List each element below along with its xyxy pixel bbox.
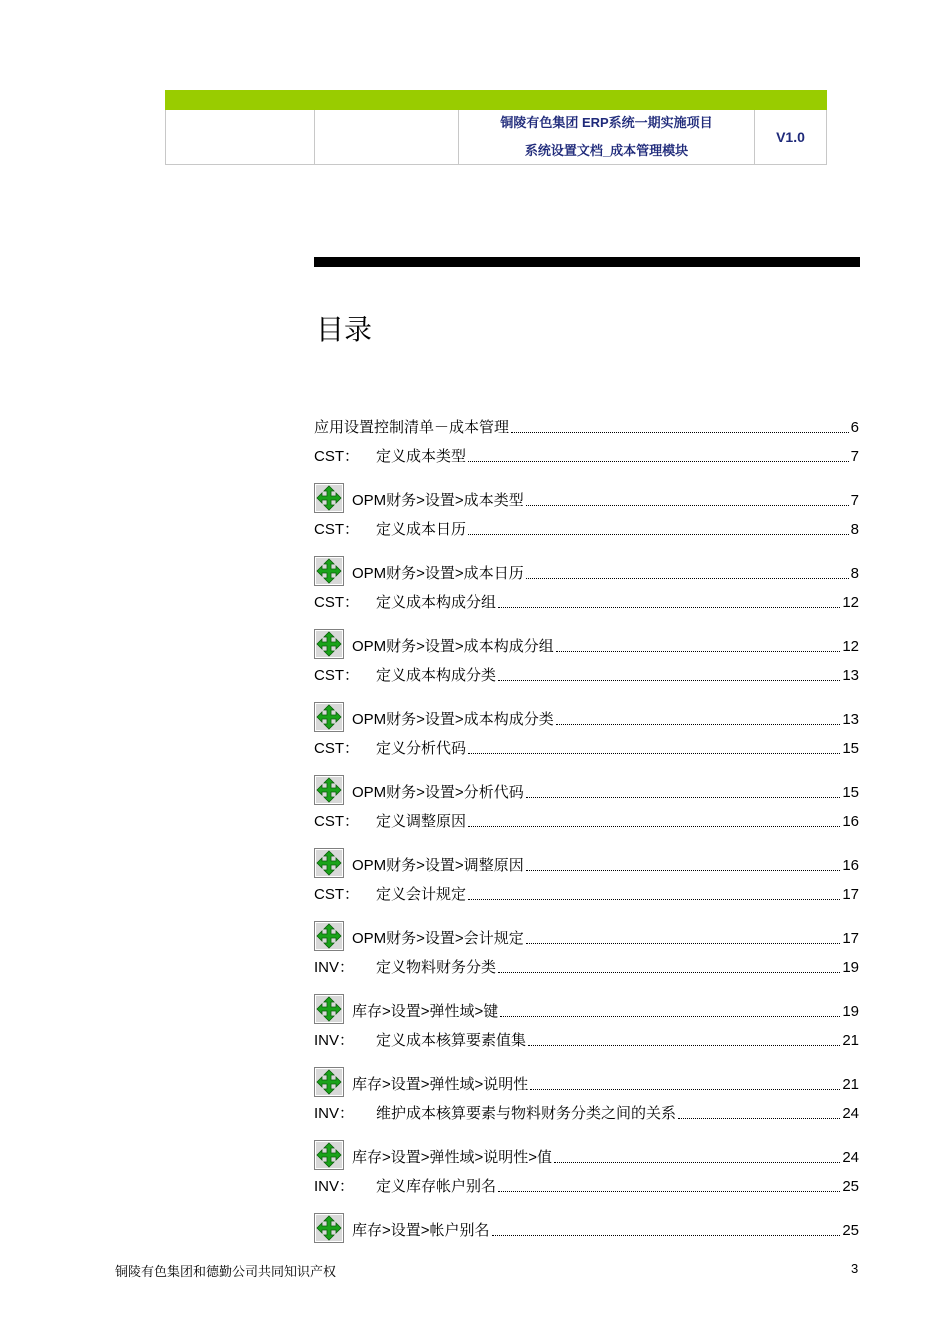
toc-dot-leader (468, 826, 840, 827)
toc-entry-navigation[interactable] (314, 1075, 859, 1095)
move-arrows-icon (314, 921, 344, 951)
move-arrows-icon (314, 1067, 344, 1097)
toc-entry-navigation[interactable] (314, 564, 859, 584)
move-arrows-icon (314, 1213, 344, 1243)
toc-entry-module: CST： (314, 813, 360, 830)
toc-entry-label (314, 702, 554, 730)
toc-entry-text: 库存>设置>弹性域>说明性>值 (352, 1149, 553, 1166)
header-empty-cell-1 (166, 110, 315, 164)
header-green-bar (165, 90, 827, 110)
toc-entry-text: 应用设置控制清单－成本管理 (314, 419, 510, 436)
toc-dot-leader (468, 753, 840, 754)
version-cell (755, 110, 826, 164)
version-label: V1.0 (776, 129, 805, 145)
toc-entry-module: CST： (314, 886, 360, 903)
project-line-2: 系统设置文档_成本管理模块 (524, 143, 689, 158)
toc-entry-text: 定义成本日历 (376, 521, 467, 538)
toc-entry-page: 8 (850, 565, 859, 582)
toc-dot-leader (468, 899, 840, 900)
toc-entry-page: 15 (842, 740, 859, 757)
toc-dot-leader (556, 651, 841, 652)
toc-entry-page: 16 (842, 813, 859, 830)
toc-entry-page: 25 (842, 1178, 859, 1195)
toc-entry-navigation[interactable] (314, 1002, 859, 1022)
toc-dot-leader (468, 534, 849, 535)
toc-entry-label (314, 775, 524, 803)
toc-entry-text: OPM财务>设置>分析代码 (352, 784, 524, 801)
toc-entry-navigation[interactable] (314, 637, 859, 657)
toc-entry-navigation[interactable] (314, 710, 859, 730)
toc-entry-navigation[interactable] (314, 1221, 859, 1241)
toc-dot-leader (526, 578, 849, 579)
toc-entry-page: 6 (850, 419, 859, 436)
toc-entry[interactable] (314, 447, 859, 467)
footer-copyright: 铜陵有色集团和德勤公司共同知识产权 (115, 1264, 337, 1279)
toc-entry-page: 24 (842, 1105, 859, 1122)
toc-entry-text: OPM财务>设置>成本日历 (352, 565, 524, 582)
toc-entry-text: 定义调整原因 (376, 813, 467, 830)
toc-entry-label (314, 1213, 490, 1241)
toc-entry[interactable] (314, 812, 859, 832)
toc-entry[interactable] (314, 885, 859, 905)
toc-entry[interactable] (314, 520, 859, 540)
toc-dot-leader (530, 1089, 840, 1090)
toc-entry-label (314, 629, 554, 657)
toc-entry-text: OPM财务>设置>成本构成分类 (352, 711, 554, 728)
toc-entry-page: 17 (842, 930, 859, 947)
toc-entry-page: 12 (842, 594, 859, 611)
toc-entry-page: 12 (842, 638, 859, 655)
toc-entry[interactable] (314, 739, 859, 759)
toc-entry-label (314, 1104, 676, 1124)
toc-entry-module: INV： (314, 1105, 355, 1122)
move-arrows-icon (314, 1140, 344, 1170)
toc-entry-text: OPM财务>设置>会计规定 (352, 930, 524, 947)
toc-entry-text: 库存>设置>帐户别名 (352, 1222, 490, 1239)
move-arrows-icon (314, 994, 344, 1024)
toc-entry-page: 8 (850, 521, 859, 538)
move-arrows-icon (314, 848, 344, 878)
toc-entry-text: 库存>设置>弹性域>键 (352, 1003, 499, 1020)
toc-dot-leader (492, 1235, 841, 1236)
toc-entry-page: 25 (842, 1222, 859, 1239)
toc-entry-text: OPM财务>设置>调整原因 (352, 857, 524, 874)
toc-entry-text: OPM财务>设置>成本类型 (352, 492, 524, 509)
toc-dot-leader (526, 943, 841, 944)
toc-entry[interactable] (314, 1177, 859, 1197)
document-header (165, 90, 827, 165)
toc-entry-text: 定义成本构成分组 (376, 594, 497, 611)
toc-entry-label (314, 812, 466, 832)
toc-entry-module: CST： (314, 521, 360, 538)
toc-entry-page: 15 (842, 784, 859, 801)
toc-entry-label (314, 1177, 496, 1197)
toc-title: 目录 (316, 313, 373, 346)
toc-entry-text: OPM财务>设置>成本构成分组 (352, 638, 554, 655)
toc-entry-page: 21 (842, 1032, 859, 1049)
toc-entry-text: 定义库存帐户别名 (376, 1178, 497, 1195)
toc-entry-text: 定义成本核算要素值集 (376, 1032, 527, 1049)
move-arrows-icon (314, 483, 344, 513)
toc-entry-page: 7 (850, 492, 859, 509)
toc-entry-module: INV： (314, 1178, 355, 1195)
toc-dot-leader (468, 461, 849, 462)
toc-entry-page: 19 (842, 959, 859, 976)
toc-dot-leader (556, 724, 841, 725)
toc-entry[interactable] (314, 666, 859, 686)
toc-dot-leader (498, 972, 840, 973)
toc-entry-label (314, 418, 509, 438)
toc-entry-navigation[interactable] (314, 856, 859, 876)
toc-dot-leader (526, 797, 841, 798)
toc-dot-leader (498, 680, 840, 681)
toc-entry[interactable] (314, 593, 859, 613)
toc-entry-text: 库存>设置>弹性域>说明性 (352, 1076, 529, 1093)
toc-entry-module: INV： (314, 959, 355, 976)
toc-entry-navigation[interactable] (314, 491, 859, 511)
toc-entry-page: 13 (842, 667, 859, 684)
footer-page-number: 3 (851, 1261, 859, 1276)
toc-entry-label (314, 483, 524, 511)
toc-entry-navigation[interactable] (314, 929, 859, 949)
toc-entry-label (314, 447, 466, 467)
toc-dot-leader (526, 870, 841, 871)
toc-entry-page: 21 (842, 1076, 859, 1093)
toc-entry-module: CST： (314, 667, 360, 684)
toc-entry[interactable] (314, 1031, 859, 1051)
toc-entry-text: 定义分析代码 (376, 740, 467, 757)
toc-entry-label (314, 666, 496, 686)
toc-entry-navigation[interactable] (314, 1148, 859, 1168)
toc-entry-module: CST： (314, 448, 360, 465)
toc-entry[interactable] (314, 958, 859, 978)
toc-entry-text: 定义物料财务分类 (376, 959, 497, 976)
toc-entry-label (314, 1140, 552, 1168)
toc-entry-page: 13 (842, 711, 859, 728)
toc-entry-label (314, 593, 496, 613)
toc-entry-label (314, 994, 498, 1022)
toc-dot-leader (528, 1045, 840, 1046)
toc-dot-leader (678, 1118, 840, 1119)
toc-entry[interactable] (314, 1104, 859, 1124)
toc-entry-label (314, 885, 466, 905)
toc-entry[interactable] (314, 418, 859, 438)
toc-entry-module: INV： (314, 1032, 355, 1049)
toc-entry-page: 24 (842, 1149, 859, 1166)
toc-entry-text: 定义会计规定 (376, 886, 467, 903)
toc-entry-label (314, 1031, 526, 1051)
toc-entry-label (314, 921, 524, 949)
toc-entry-label (314, 958, 496, 978)
toc-entry-page: 16 (842, 857, 859, 874)
toc-entry-text: 定义成本类型 (376, 448, 467, 465)
toc-entry-page: 19 (842, 1003, 859, 1020)
toc-dot-leader (500, 1016, 840, 1017)
move-arrows-icon (314, 556, 344, 586)
title-rule (314, 257, 860, 267)
toc-entry-module: CST： (314, 594, 360, 611)
toc-entry-label (314, 848, 524, 876)
header-table-row (165, 110, 827, 165)
toc-entry-label (314, 739, 466, 759)
toc-entry-module: CST： (314, 740, 360, 757)
toc-entry-page: 17 (842, 886, 859, 903)
toc-entry-label (314, 1067, 528, 1095)
toc-entry-page: 7 (850, 448, 859, 465)
toc-dot-leader (498, 1191, 840, 1192)
project-line-1: 铜陵有色集团 ERP系统一期实施项目 (500, 115, 713, 130)
toc-dot-leader (526, 505, 849, 506)
move-arrows-icon (314, 702, 344, 732)
toc-dot-leader (554, 1162, 840, 1163)
toc-dot-leader (498, 607, 840, 608)
move-arrows-icon (314, 775, 344, 805)
move-arrows-icon (314, 629, 344, 659)
header-project-cell (459, 110, 755, 164)
toc-dot-leader (511, 432, 849, 433)
toc-entry-label (314, 520, 466, 540)
toc-entry-navigation[interactable] (314, 783, 859, 803)
toc-entry-label (314, 556, 524, 584)
header-empty-cell-2 (315, 110, 459, 164)
toc-entry-text: 定义成本构成分类 (376, 667, 497, 684)
toc-entry-text: 维护成本核算要素与物料财务分类之间的关系 (376, 1105, 677, 1122)
